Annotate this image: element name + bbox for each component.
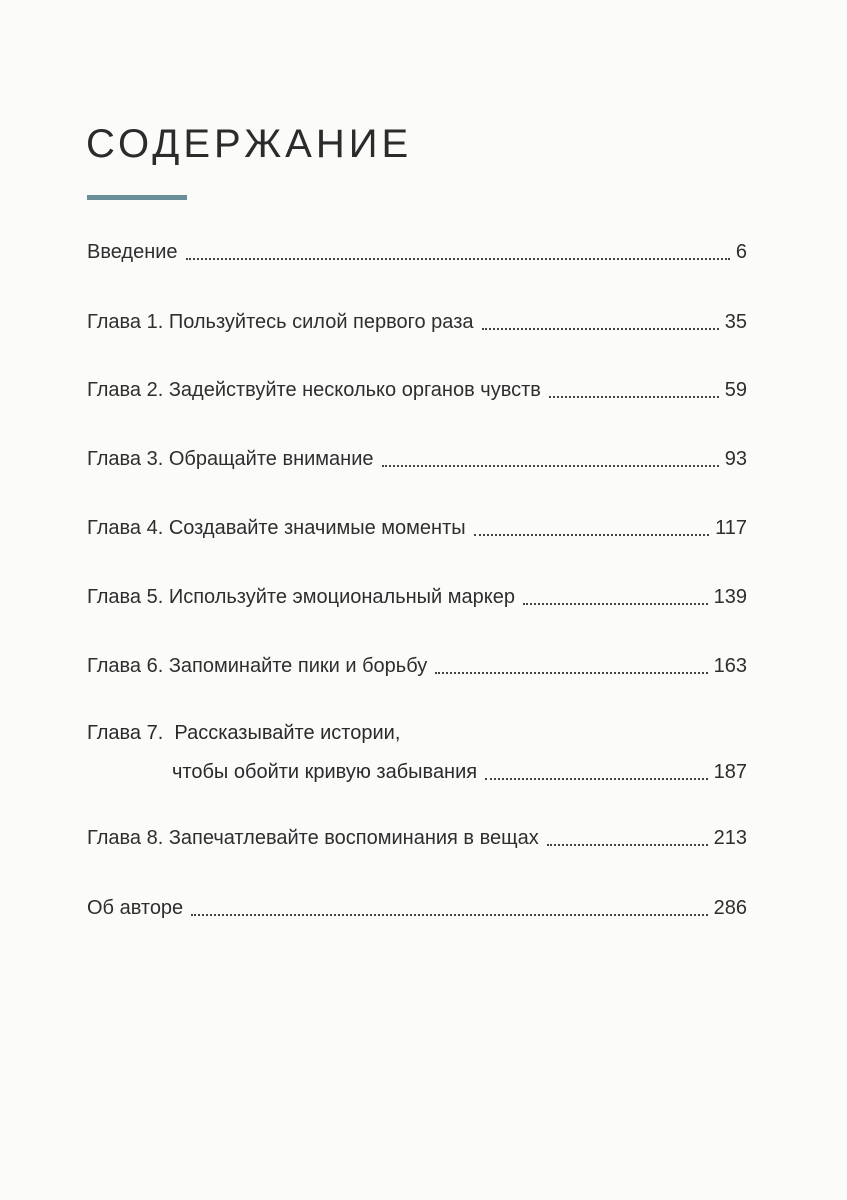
toc-entry-number: Глава 6. xyxy=(87,655,164,677)
toc-entry-chapter-6[interactable] xyxy=(87,650,747,680)
toc-entry-page: 213 xyxy=(713,827,747,849)
toc-entry-chapter-1[interactable] xyxy=(87,306,747,336)
toc-entry-label: Создавайте значимые моменты xyxy=(168,517,466,539)
toc-entry-label: Введение xyxy=(87,241,178,263)
dot-leader xyxy=(474,534,709,536)
toc-entry-chapter-2[interactable] xyxy=(87,374,747,404)
toc-entry-chapter-8[interactable] xyxy=(87,822,747,852)
toc-entry-page: 286 xyxy=(713,897,747,919)
toc-entry-page: 59 xyxy=(724,379,747,401)
toc-entry-page: 35 xyxy=(724,311,747,333)
toc-entry-number: Глава 5. xyxy=(87,586,164,608)
toc-entry-page: 6 xyxy=(735,241,747,263)
toc-entry-chapter-5[interactable] xyxy=(87,581,747,611)
dot-leader xyxy=(191,914,707,916)
toc-entry-number: Глава 8. xyxy=(87,827,164,849)
toc-entry-page: 163 xyxy=(713,655,747,677)
toc-entry-label: Запоминайте пики и борьбу xyxy=(168,655,428,677)
page-title: СОДЕРЖАНИЕ xyxy=(86,122,413,166)
toc-entry-chapter-3[interactable] xyxy=(87,443,747,473)
dot-leader xyxy=(482,328,719,330)
toc-entry-page: 139 xyxy=(713,586,747,608)
toc-entry-number: Глава 1. xyxy=(87,311,164,333)
toc-entry-label: Рассказывайте истории, xyxy=(174,722,401,744)
toc-entry-page: 93 xyxy=(724,448,747,470)
dot-leader xyxy=(382,465,719,467)
dot-leader xyxy=(485,778,708,780)
toc-entry-label: Задействуйте несколько органов чувств xyxy=(168,379,541,401)
dot-leader xyxy=(549,396,719,398)
dot-leader xyxy=(523,603,708,605)
toc-entry-number: Глава 4. xyxy=(87,517,164,539)
toc-entry-chapter-7[interactable] xyxy=(87,719,747,786)
toc-entry-number: Глава 2. xyxy=(87,379,164,401)
toc-entry-number: Глава 3. xyxy=(87,448,164,470)
toc-entry-about-author[interactable] xyxy=(87,892,747,922)
toc-entry-chapter-4[interactable] xyxy=(87,512,747,542)
toc-entry-label: Обращайте внимание xyxy=(168,448,374,470)
toc-entry-label: Используйте эмоциональный маркер xyxy=(168,586,515,608)
dot-leader xyxy=(186,258,730,260)
toc-entry-introduction[interactable] xyxy=(87,236,747,266)
toc-entry-page: 117 xyxy=(715,517,747,539)
toc-entry-label: Пользуйтесь силой первого раза xyxy=(168,311,474,333)
toc-entry-label: Об авторе xyxy=(87,897,184,919)
dot-leader xyxy=(435,672,707,674)
toc-entry-number: Глава 7. xyxy=(87,722,164,744)
toc-entry-page: 187 xyxy=(713,761,747,783)
title-accent-rule xyxy=(87,195,187,200)
toc-entry-label-continuation: чтобы обойти кривую забывания xyxy=(172,761,478,783)
toc-entry-label: Запечатлевайте воспоминания в вещах xyxy=(168,827,539,849)
dot-leader xyxy=(547,844,708,846)
